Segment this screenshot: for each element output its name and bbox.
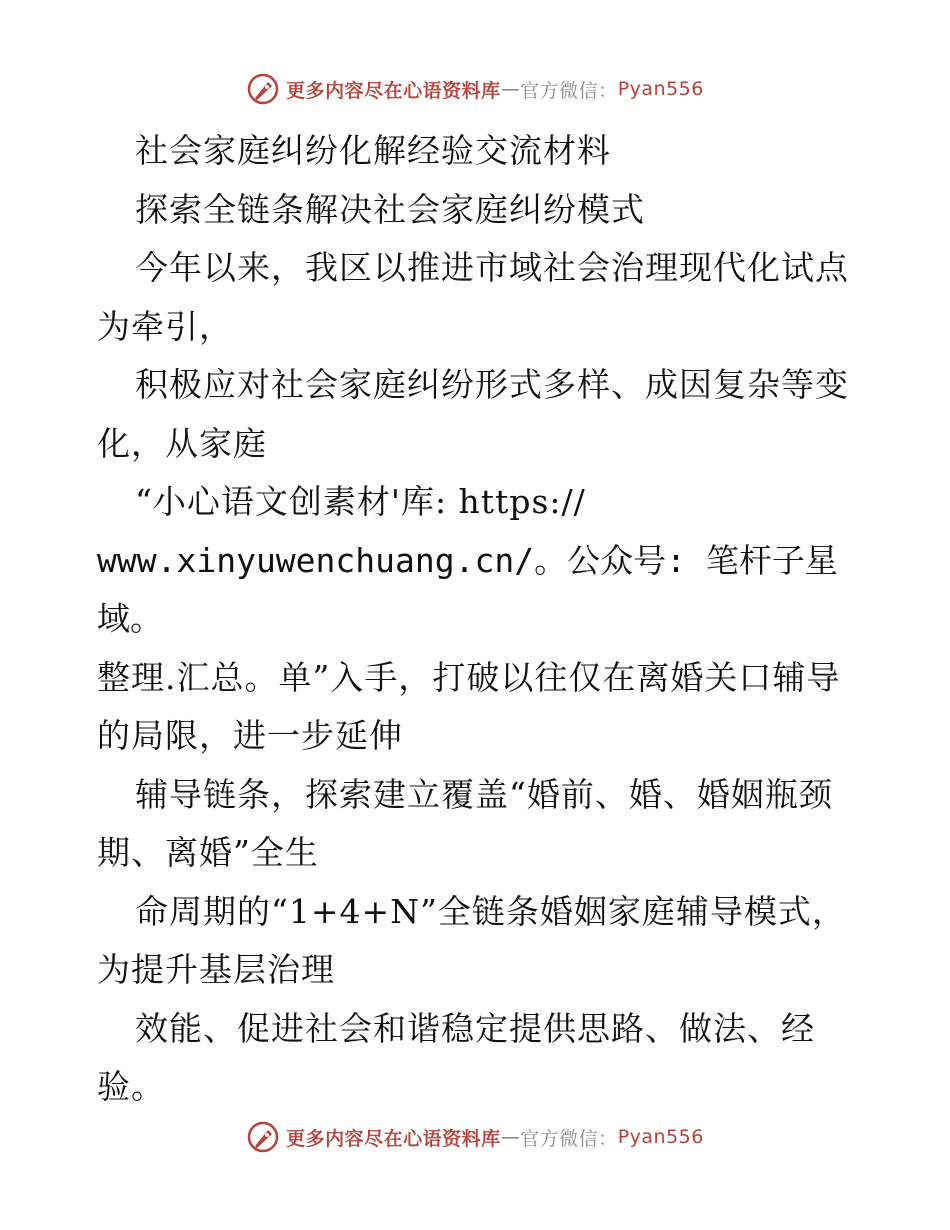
- footer-slogan: 更多内容尽在心语资料库: [286, 1127, 501, 1150]
- footer-brand-text: [286, 1124, 704, 1151]
- document-title: 社会家庭纠纷化解经验交流材料: [135, 131, 611, 170]
- paragraph-2: 积极应对社会家庭纠纷形式多样、成因复杂等变化，从家庭: [97, 365, 849, 463]
- paragraph-4: 命周期的“1+4+N”全链条婚姻家庭辅导模式，为提升基层治理: [97, 891, 846, 989]
- pen-nib-logo-icon: [246, 1120, 280, 1154]
- header-brand-bar: [0, 72, 950, 106]
- inserted-ad-line-1: “小心语文创素材'库: https://: [135, 482, 586, 521]
- header-brand-text: [286, 76, 704, 103]
- document-body: [97, 122, 857, 1117]
- inserted-ad-line-2: www.xinyuwenchuang.cn/。公众号: 笔杆子星域。: [97, 540, 838, 638]
- paragraph-3: 辅导链条，探索建立覆盖“婚前、婚、婚姻瓶颈期、离婚”全生: [97, 774, 833, 872]
- pen-nib-logo-icon: [246, 72, 280, 106]
- header-separator: —: [500, 78, 521, 100]
- inserted-ad-line-3: 整理.汇总。单”入手，打破以往仅在离婚关口辅导的局限，进一步延伸: [97, 657, 841, 755]
- paragraph-5: 效能、促进社会和谐稳定提供思路、做法、经验。: [97, 1008, 815, 1106]
- header-wechat-label: 官方微信：: [520, 79, 618, 102]
- header-wechat-id: Pyan556: [617, 78, 704, 100]
- footer-separator: —: [500, 1126, 521, 1148]
- footer-wechat-label: 官方微信：: [520, 1127, 618, 1150]
- header-slogan: 更多内容尽在心语资料库: [286, 79, 501, 102]
- footer-brand-bar: [0, 1120, 950, 1154]
- paragraph-1: 今年以来，我区以推进市域社会治理现代化试点为牵引，: [97, 248, 849, 346]
- document-subtitle: 探索全链条解决社会家庭纠纷模式: [135, 189, 645, 229]
- footer-wechat-id: Pyan556: [617, 1126, 704, 1148]
